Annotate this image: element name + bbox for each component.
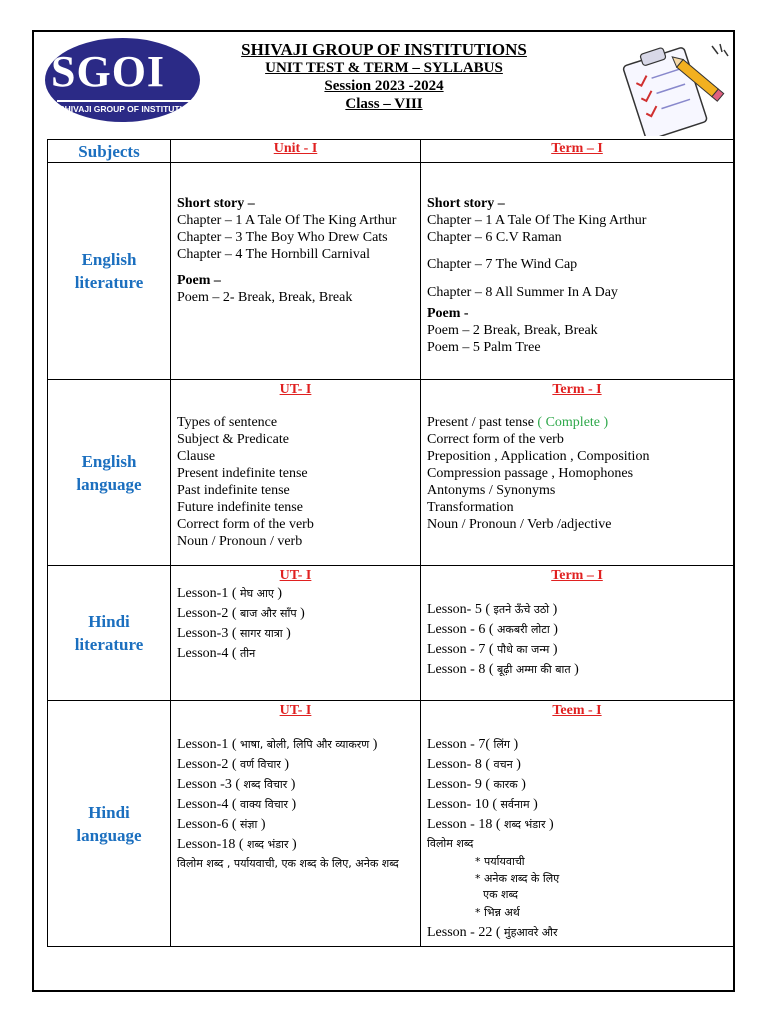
lesson-item: Lesson- 10 ( सर्वनाम ) [427, 797, 538, 812]
lesson-item: Lesson - 18 ( शब्द भंडार ) [427, 817, 554, 832]
table-header-row [48, 140, 734, 163]
lesson-item: Lesson - 8 ( बूढ़ी अम्मा की बात ) [427, 662, 579, 677]
list-item: Preposition , Application , Composition [427, 449, 650, 464]
table-row [48, 163, 734, 380]
clipboard-pencil-icon [612, 40, 730, 136]
table-row [48, 566, 734, 701]
class-label: Class – VIII [345, 96, 423, 112]
lesson-item: Lesson-3 ( सागर यात्रा ) [177, 626, 291, 641]
table-row [48, 701, 734, 947]
term-english-language: Term - I Present / past tense ( Complete ) Correct form of the verb Preposition , Application , Composition Compression passage , Homophones Antonyms / Synonyms Transformation Noun / Pronoun / Verb /adjective [421, 380, 734, 566]
list-item: Correct form of the verb [427, 432, 564, 447]
lesson-item: Lesson-18 ( शब्द भंडार ) [177, 837, 297, 852]
list-item: Antonyms / Synonyms [427, 483, 556, 498]
unit-hindi-language: UT- I Lesson-1 ( भाषा, बोली, लिपि और व्याकरण ) Lesson-2 ( वर्ण विचार ) Lesson -3 ( शब्द विचार ) Lesson-4 ( वाक्य विचार ) Lesson-6 ( संज्ञा ) Lesson-18 ( शब्द भंडार ) विलोम शब्द , पर्यायवाची, एक शब्द के लिए, अनेक शब्द [171, 701, 421, 947]
lesson-item: Lesson-1 ( भाषा, बोली, लिपि और व्याकरण ) [177, 737, 378, 752]
sgoi-logo: SGOI SHIVAJI GROUP OF INSTITUTIONS [45, 38, 205, 124]
list-item: Noun / Pronoun / verb [177, 534, 303, 549]
lesson-item: Lesson-1 ( मेघ आए ) [177, 586, 283, 601]
list-item: Subject & Predicate [177, 432, 289, 447]
lesson-item: Lesson - 22 ( मुंहआवरे और [427, 925, 558, 940]
lesson-item: Lesson-2 ( बाज और साँप ) [177, 606, 305, 621]
lesson-item: Lesson - 7 ( पौधे का जन्म ) [427, 642, 558, 657]
list-item: Clause [177, 449, 216, 464]
subject-hindi-literature: Hindi literature [48, 566, 171, 701]
syllabus-table [47, 139, 734, 947]
lesson-item: Lesson- 9 ( कारक ) [427, 777, 526, 792]
unit-english-literature: Short story – Chapter – 1 A Tale Of The King Arthur Chapter – 3 The Boy Who Drew Cats Chapter – 4 The Hornbill Carnival Poem – Poem – 2- Break, Break, Break [171, 163, 421, 380]
list-item: Transformation [427, 500, 514, 515]
lesson-item: Lesson- 8 ( वचन ) [427, 757, 521, 772]
lesson-item: Lesson - 6 ( अकबरी लोटा ) [427, 622, 558, 637]
list-item: Past indefinite tense [177, 483, 290, 498]
lesson-item: Lesson-4 ( तीन [177, 646, 256, 661]
list-item: Future indefinite tense [177, 500, 303, 515]
lesson-item: Lesson-2 ( वर्ण विचार ) [177, 757, 290, 772]
lesson-item: Lesson - 7( लिंग ) [427, 737, 519, 752]
unit-hindi-literature: UT- I Lesson-1 ( मेघ आए ) Lesson-2 ( बाज और साँप ) Lesson-3 ( सागर यात्रा ) Lesson-4 ( तीन [171, 566, 421, 701]
lesson-item: Lesson-6 ( संज्ञा ) [177, 817, 266, 832]
subject-english-literature: English literature [48, 163, 171, 380]
lesson-item: Lesson-4 ( वाक्य विचार ) [177, 797, 297, 812]
unit-english-language: UT- I Types of sentence Subject & Predicate Clause Present indefinite tense Past indefinite tense Future indefinite tense Correct form of the verb Noun / Pronoun / verb [171, 380, 421, 566]
col-term: Term – I [421, 140, 734, 163]
document-header [200, 40, 568, 113]
col-subjects: Subjects [48, 140, 171, 163]
col-unit: Unit - I [171, 140, 421, 163]
list-item: Compression passage , Homophones [427, 466, 634, 481]
term-english-literature: Short story – Chapter – 1 A Tale Of The King Arthur Chapter – 6 C.V Raman Chapter – 7 The Wind Cap Chapter – 8 All Summer In A Day Poem - Poem – 2 Break, Break, Break Poem – 5 Palm Tree [421, 163, 734, 380]
table-row [48, 380, 734, 566]
term-hindi-literature: Term – I Lesson- 5 ( इतने ऊँचे उठो ) Lesson - 6 ( अकबरी लोटा ) Lesson - 7 ( पौधे का जन्म ) Lesson - 8 ( बूढ़ी अम्मा की बात ) [421, 566, 734, 701]
list-item: Present indefinite tense [177, 466, 308, 481]
lesson-item: Lesson- 5 ( इतने ऊँचे उठो ) [427, 602, 558, 617]
list-item: Correct form of the verb [177, 517, 314, 532]
subject-english-language: English language [48, 380, 171, 566]
subject-hindi-language: Hindi language [48, 701, 171, 947]
lesson-item: Lesson -3 ( शब्द विचार ) [177, 777, 296, 792]
institute-name: SHIVAJI GROUP OF INSTITUTIONS [241, 40, 527, 59]
doc-title: UNIT TEST & TERM – SYLLABUS [265, 60, 503, 76]
list-item: Noun / Pronoun / Verb /adjective [427, 517, 612, 532]
list-item: Types of sentence [177, 415, 278, 430]
session-label: Session 2023 -2024 [324, 78, 444, 94]
term-hindi-language: Teem - I Lesson - 7( लिंग ) Lesson- 8 ( वचन ) Lesson- 9 ( कारक ) Lesson- 10 ( सर्वनाम ) Lesson - 18 ( शब्द भंडार ) विलोम शब्द * पर्यायवाची * अनेक शब्द के लिए एक शब्द * भिन्न अर्थ Lesson - 22 ( मुंहआवरे और [421, 701, 734, 947]
